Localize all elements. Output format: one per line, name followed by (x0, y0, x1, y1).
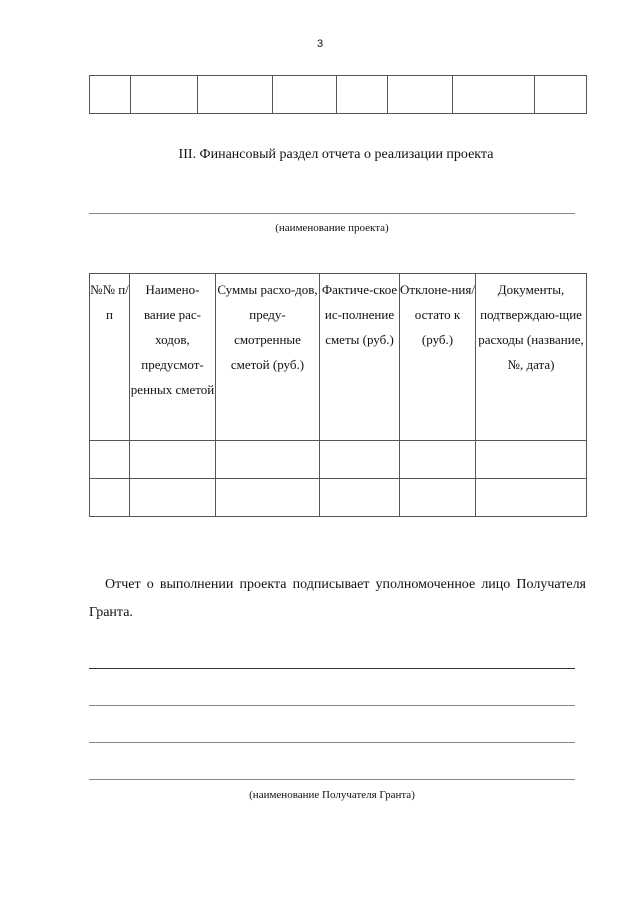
table-row (90, 76, 587, 114)
table-cell (273, 76, 337, 114)
header-number: №№ п/п (90, 274, 130, 441)
finance-table (89, 273, 587, 517)
table-cell (476, 441, 587, 479)
signature-line (89, 742, 575, 743)
project-name-line (89, 213, 575, 214)
table-cell (400, 441, 476, 479)
signature-paragraph: Отчет о выполнении проекта подписывает уполномоченное лицо Получателя Гранта. (89, 577, 586, 620)
table-cell (337, 76, 388, 114)
recipient-name-caption: (наименование Получателя Гранта) (249, 789, 415, 801)
table-cell (216, 441, 320, 479)
table-cell (453, 76, 535, 114)
table-cell (476, 479, 587, 517)
table-cell (198, 76, 273, 114)
table-cell (90, 76, 131, 114)
table-cell (388, 76, 453, 114)
table-row (90, 479, 587, 517)
signature-line (89, 668, 575, 669)
header-expense-name: Наимено-вание рас-ходов, предусмот-ренных сметой (130, 274, 216, 441)
table-cell (90, 441, 130, 479)
table-cell (130, 441, 216, 479)
table-cell (320, 441, 400, 479)
page-number: 3 (316, 38, 324, 50)
table-cell (131, 76, 198, 114)
table-header-row (90, 274, 587, 441)
signature-line (89, 779, 575, 780)
table-cell (320, 479, 400, 517)
header-planned-sum: Суммы расхо-дов, преду-смотренные сметой (руб.) (216, 274, 320, 441)
project-name-caption: (наименование проекта) (275, 222, 389, 234)
header-deviation: Отклоне-ния/остато к (руб.) (400, 274, 476, 441)
signature-line (89, 705, 575, 706)
table-cell (216, 479, 320, 517)
table-cell (400, 479, 476, 517)
continued-table (89, 75, 587, 114)
table-cell (90, 479, 130, 517)
header-actual-execution: Фактиче-ское ис-полнение сметы (руб.) (320, 274, 400, 441)
section-title: III. Финансовый раздел отчета о реализации проекта (178, 147, 494, 162)
table-cell (130, 479, 216, 517)
header-documents: Документы, подтверждаю-щие расходы (название, №, дата) (476, 274, 587, 441)
table-cell (535, 76, 587, 114)
table-row (90, 441, 587, 479)
